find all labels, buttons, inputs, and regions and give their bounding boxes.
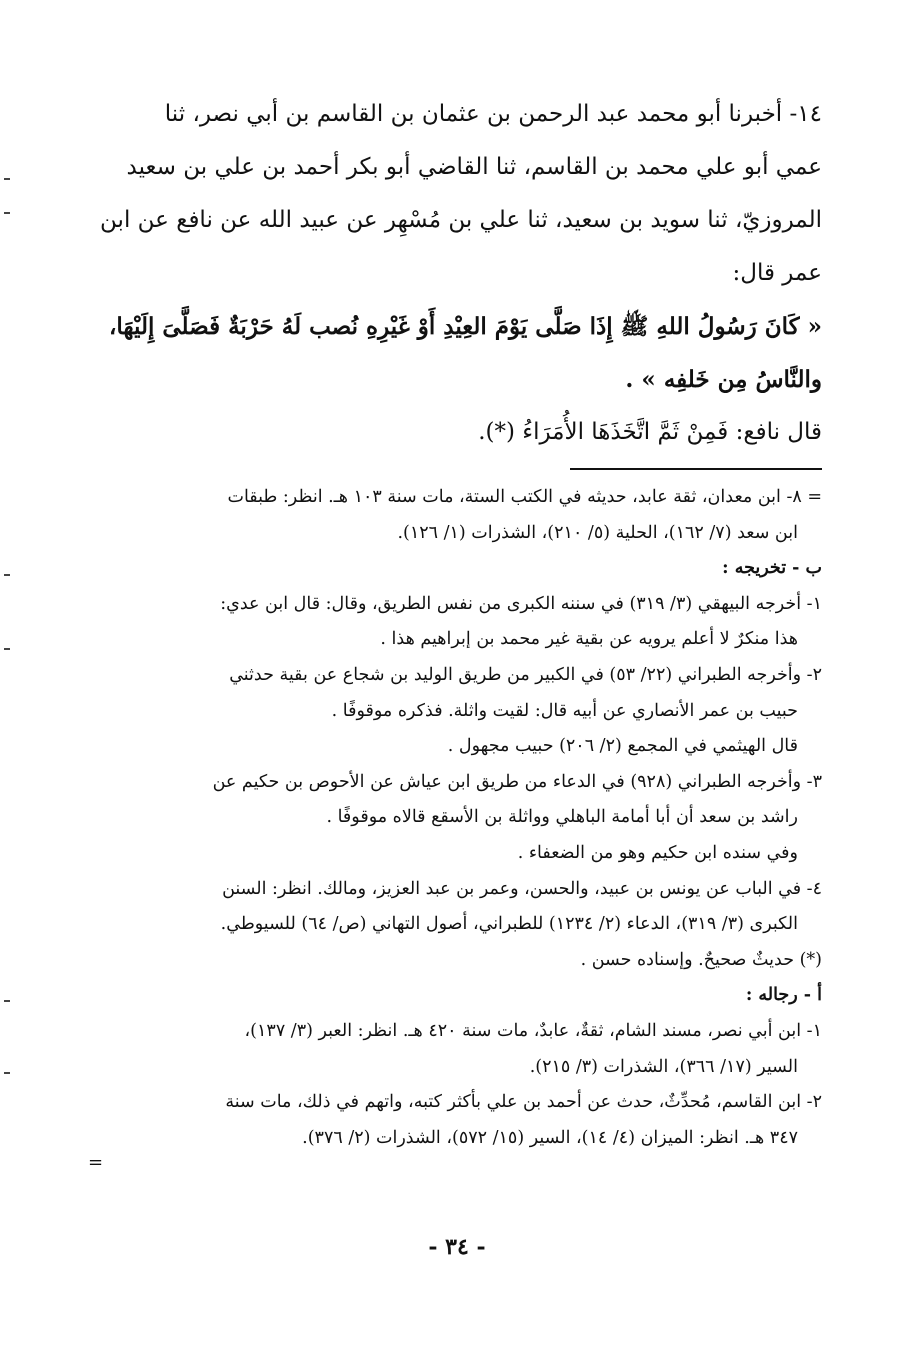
main-line: عمي أبو علي محمد بن القاسم، ثنا القاضي أبو بكر أحمد بن علي بن سعيد bbox=[126, 154, 822, 180]
footnote-line: ٣- وأخرجه الطبراني (٩٢٨) في الدعاء من طريق ابن عياش عن الأحوص بن حكيم عن bbox=[212, 771, 822, 792]
footnote-line: وفي سنده ابن حكيم وهو من الضعفاء . bbox=[517, 842, 798, 863]
margin-mark bbox=[4, 648, 10, 650]
margin-mark bbox=[4, 1072, 10, 1074]
footnote-line: راشد بن سعد أن أبا أمامة الباهلي وواثلة بن الأسقع قالاه موقوفًا . bbox=[326, 807, 798, 828]
footnote-line: هذا منكرٌ لا أعلم يرويه عن بقية غير محمد بن إبراهيم هذا . bbox=[380, 629, 798, 650]
margin-mark bbox=[4, 1000, 10, 1002]
main-line: عمر قال: bbox=[732, 260, 822, 286]
main-text-block bbox=[80, 88, 822, 459]
footnote-line: ٢- وأخرجه الطبراني (٢٢/ ٥٣) في الكبير من طريق الوليد بن شجاع عن بقية حدثني bbox=[229, 664, 822, 685]
footnote-line: قال الهيثمي في المجمع (٢/ ٢٠٦) حبيب مجهول . bbox=[447, 736, 798, 757]
footnote-line: الكبرى (٣/ ٣١٩)، الدعاء (٢/ ١٢٣٤) للطبراني، أصول التهاني (ص/ ٦٤) للسيوطي. bbox=[220, 914, 798, 935]
margin-mark bbox=[4, 574, 10, 576]
footnote-line: حبيب بن عمر الأنصاري عن أبيه قال: لقيت واثلة. فذكره موقوفًا . bbox=[331, 700, 798, 721]
footnotes-block bbox=[80, 480, 822, 1156]
footnote-line: ٣٤٧ هـ. انظر: الميزان (٤/ ١٤)، السير (١٥/ ٥٧٢)، الشذرات (٢/ ٣٧٦). bbox=[302, 1127, 798, 1148]
main-line: ١٤- أخبرنا أبو محمد عبد الرحمن بن عثمان بن القاسم بن أبي نصر، ثنا bbox=[164, 101, 822, 127]
main-line: قال نافع: فَمِنْ ثَمَّ اتَّخَذَهَا الأُمَرَاءُ (*). bbox=[478, 419, 822, 445]
footnote-line: ٢- ابن القاسم، مُحدِّثٌ، حدث عن أحمد بن علي بأكثر كتبه، واتهم في ذلك، مات سنة bbox=[225, 1092, 822, 1113]
margin-mark bbox=[4, 212, 10, 214]
footnote-line: السير (١٧/ ٣٦٦)، الشذرات (٣/ ٢١٥). bbox=[529, 1056, 798, 1077]
main-line: المروزيّ، ثنا سويد بن سعيد، ثنا علي بن مُسْهِر عن عبيد الله عن نافع عن ابن bbox=[100, 207, 822, 233]
footnote-grading: (*) حديثٌ صحيحٌ. وإسناده حسن . bbox=[580, 949, 822, 970]
page-number: - ٣٤ - bbox=[428, 1234, 486, 1260]
footnote-line: ٤- في الباب عن يونس بن عبيد، والحسن، وعمر بن عبد العزيز، ومالك. انظر: السنن bbox=[222, 878, 822, 899]
footnote-line: ١- أخرجه البيهقي (٣/ ٣١٩) في سننه الكبرى من نفس الطريق، وقال: قال ابن عدي: bbox=[220, 593, 822, 614]
section-heading-takhrij: ب - تخريجه : bbox=[722, 558, 822, 579]
continuation-mark: = bbox=[88, 1152, 104, 1173]
footnote-line: ابن سعد (٧/ ١٦٢)، الحلية (٥/ ٢١٠)، الشذرات (١/ ١٢٦). bbox=[397, 522, 798, 543]
footnote-line: = ٨- ابن معدان، ثقة عابد، حديثه في الكتب الستة، مات سنة ١٠٣ هـ. انظر: طبقات bbox=[227, 487, 822, 507]
margin-mark bbox=[4, 178, 10, 180]
section-heading-rijal: أ - رجاله : bbox=[745, 985, 822, 1006]
footnote-divider bbox=[570, 468, 822, 470]
hadith-text-line: « كَانَ رَسُولُ اللهِ ﷺ إِذَا صَلَّى يَوْمَ العِيْدِ أَوْ غَيْرِهِ نُصب لَهُ حَرْبَةٌ فَصَلَّىَ إِلَيْهَا، bbox=[108, 313, 822, 340]
footnote-line: ١- ابن أبي نصر، مسند الشام، ثقةٌ، عابدٌ، مات سنة ٤٢٠ هـ. انظر: العبر (٣/ ١٣٧)، bbox=[244, 1020, 822, 1041]
hadith-text-line: والنَّاسُ مِن خَلفِه » . bbox=[625, 366, 822, 393]
